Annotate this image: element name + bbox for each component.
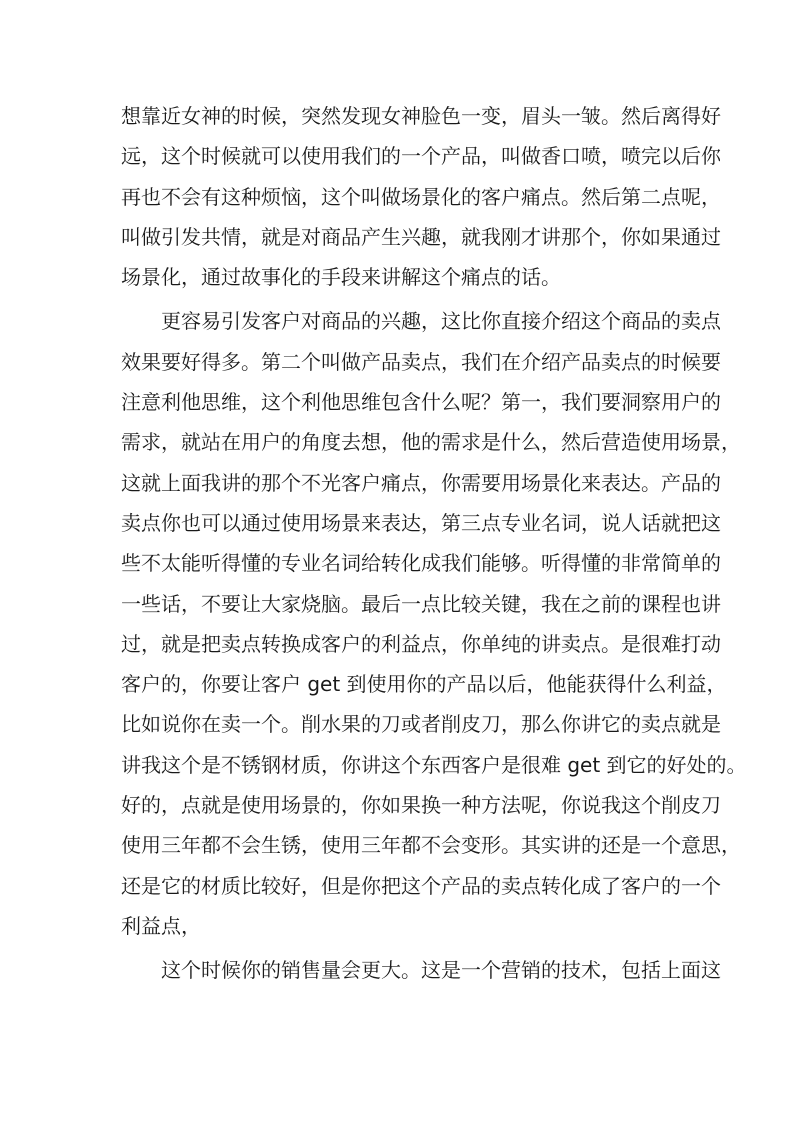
text-line: 场景化，通过故事化的手段来讲解这个痛点的话。 (121, 265, 561, 290)
text-line: 叫做引发共情，就是对商品产生兴趣，就我刚才讲那个，你如果通过 (121, 224, 721, 249)
text-line: 过，就是把卖点转换成客户的利益点，你单纯的讲卖点。是很难打动 (121, 631, 721, 656)
text-line: 想靠近女神的时候，突然发现女神脸色一变，眉头一皱。然后离得好 (121, 104, 721, 128)
text-line: 些不太能听得懂的专业名词给转化成我们能够。听得懂的非常简单的 (121, 551, 721, 576)
paragraph-start-line: 更容易引发客户对商品的兴趣，这比你直接介绍这个商品的卖点 (161, 309, 721, 334)
text-line: 好的，点就是使用场景的，你如果换一种方法呢，你说我这个削皮刀 (121, 793, 721, 818)
text-line: 需求，就站在用户的角度去想，他的需求是什么，然后营造使用场景， (121, 430, 741, 455)
text-line: 还是它的材质比较好，但是你把这个产品的卖点转化成了客户的一个 (121, 873, 721, 898)
text-line: 卖点你也可以通过使用场景来表达，第三点专业名词，说人话就把这 (121, 510, 721, 535)
text-line: 利益点， (121, 913, 201, 938)
paragraph-start-line: 这个时候你的销售量会更大。这是一个营销的技术，包括上面这 (161, 958, 721, 983)
text-line: 讲我这个是不锈钢材质，你讲这个东西客户是很难 get 到它的好处的。 (121, 752, 747, 777)
text-line: 效果要好得多。第二个叫做产品卖点，我们在介绍产品卖点的时候要 (121, 349, 721, 374)
text-line: 客户的，你要让客户 get 到使用你的产品以后，他能获得什么利益， (121, 672, 727, 697)
text-line: 使用三年都不会生锈，使用三年都不会变形。其实讲的还是一个意思， (121, 833, 741, 858)
text-line: 注意利他思维，这个利他思维包含什么呢？第一，我们要洞察用户的 (121, 390, 721, 415)
text-line: 再也不会有这种烦恼，这个叫做场景化的客户痛点。然后第二点呢， (121, 184, 721, 209)
text-line: 远，这个时候就可以使用我们的一个产品，叫做香口喷，喷完以后你 (121, 144, 721, 169)
text-line: 一些话，不要让大家烧脑。最后一点比较关键，我在之前的课程也讲 (121, 591, 721, 616)
body-text (121, 96, 747, 991)
text-line: 这就上面我讲的那个不光客户痛点，你需要用场景化来表达。产品的 (121, 470, 721, 495)
text-line: 比如说你在卖一个。削水果的刀或者削皮刀，那么你讲它的卖点就是 (121, 712, 721, 737)
